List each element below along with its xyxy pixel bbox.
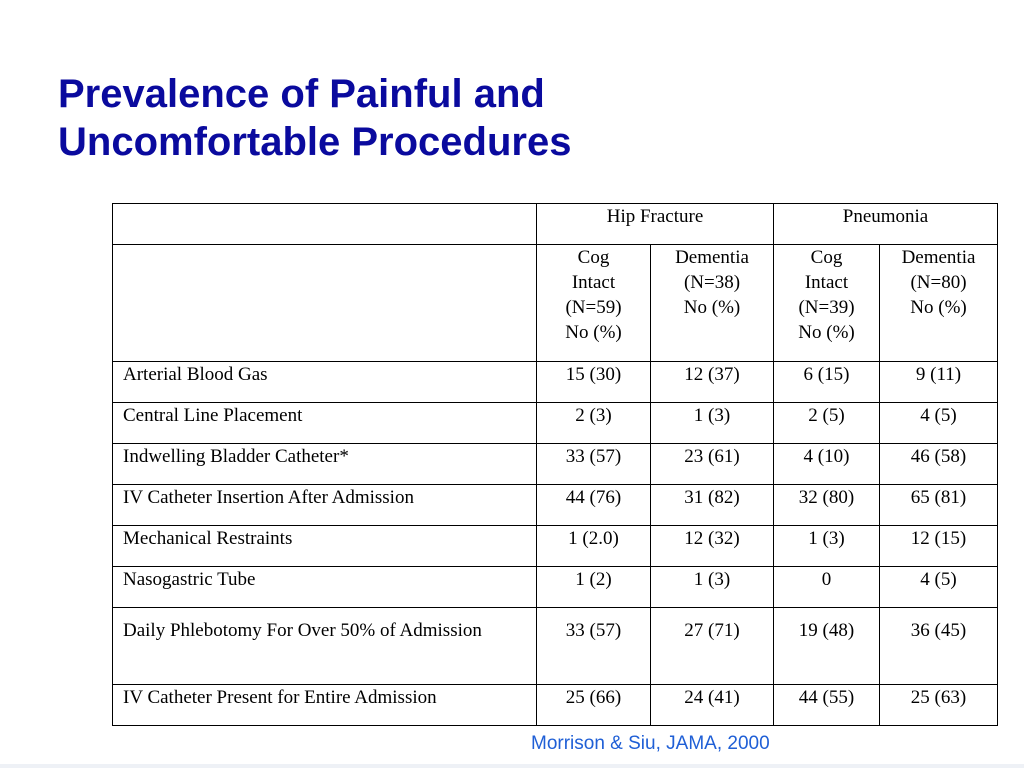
table-cell: 12 (37) [651, 362, 774, 403]
table-cell: 2 (5) [774, 403, 880, 444]
table-cell: 1 (3) [774, 526, 880, 567]
subheader-text-line: No (%) [565, 322, 622, 343]
row-label: Central Line Placement [113, 403, 537, 444]
table-cell: 65 (81) [880, 485, 998, 526]
table-cell: 4 (10) [774, 444, 880, 485]
table-cell: 9 (11) [880, 362, 998, 403]
subheader-text-line: Intact [571, 272, 616, 293]
table-cell: 1 (3) [651, 567, 774, 608]
table-row [113, 608, 998, 685]
citation: Morrison & Siu, JAMA, 2000 [531, 733, 770, 754]
subheader-text-line: Intact [804, 272, 849, 293]
row-label: Mechanical Restraints [113, 526, 537, 567]
table-cell: 12 (15) [880, 526, 998, 567]
subheader-hip-dementia [651, 245, 774, 362]
table-cell: 4 (5) [880, 567, 998, 608]
table-row [113, 685, 998, 726]
table-cell: 33 (57) [537, 608, 651, 685]
row-label: Nasogastric Tube [113, 567, 537, 608]
table-cell: 33 (57) [537, 444, 651, 485]
subheader-text-line: (N=59) [565, 297, 622, 318]
table-cell: 6 (15) [774, 362, 880, 403]
table-cell: 25 (63) [880, 685, 998, 726]
slide-title-line-2: Uncomfortable Procedures [58, 120, 572, 164]
subheader-pneumonia-dementia [880, 245, 998, 362]
table-cell: 27 (71) [651, 608, 774, 685]
subheader-text-line: Dementia [901, 247, 976, 268]
subheader-text-line: (N=80) [910, 272, 967, 293]
slide-title-line-1: Prevalence of Painful and [58, 72, 545, 116]
table-cell: 19 (48) [774, 608, 880, 685]
row-label: IV Catheter Present for Entire Admission [113, 685, 537, 726]
table-cell: 25 (66) [537, 685, 651, 726]
table-cell: 1 (2) [537, 567, 651, 608]
table-row [113, 403, 998, 444]
table-cell: 46 (58) [880, 444, 998, 485]
table-cell: 1 (3) [651, 403, 774, 444]
subheader-text-line: (N=38) [683, 272, 741, 293]
table-row [113, 485, 998, 526]
table-cell: 24 (41) [651, 685, 774, 726]
procedures-table [112, 203, 998, 726]
subheader-text-line: No (%) [683, 297, 741, 318]
row-label: Arterial Blood Gas [113, 362, 537, 403]
table-row [113, 362, 998, 403]
subheader-text-line: Cog [810, 247, 843, 268]
subheader-text-line: Dementia [675, 247, 749, 268]
subheader-corner-cell [113, 245, 537, 362]
subheader-row [113, 245, 998, 362]
subheader-text-line: No (%) [798, 322, 855, 343]
table-cell: 44 (76) [537, 485, 651, 526]
slide-title [58, 70, 571, 166]
subheader-hip-cog-intact [537, 245, 651, 362]
row-label: Daily Phlebotomy For Over 50% of Admission [113, 608, 537, 685]
row-label: Indwelling Bladder Catheter* [113, 444, 537, 485]
table-cell: 2 (3) [537, 403, 651, 444]
subheader-text-line: (N=39) [798, 297, 855, 318]
subheader-text-line: No (%) [910, 297, 967, 318]
table-cell: 0 [774, 567, 880, 608]
table-cell: 44 (55) [774, 685, 880, 726]
row-label: IV Catheter Insertion After Admission [113, 485, 537, 526]
table-cell: 31 (82) [651, 485, 774, 526]
corner-cell [113, 204, 537, 245]
table-cell: 32 (80) [774, 485, 880, 526]
table-cell: 12 (32) [651, 526, 774, 567]
subheader-pneumonia-cog-intact [774, 245, 880, 362]
table-cell: 23 (61) [651, 444, 774, 485]
group-header-pneumonia: Pneumonia [774, 204, 998, 245]
group-header-hip-fracture: Hip Fracture [537, 204, 774, 245]
table-cell: 1 (2.0) [537, 526, 651, 567]
group-header-row [113, 204, 998, 245]
table-cell: 4 (5) [880, 403, 998, 444]
table-row [113, 567, 998, 608]
table-cell: 15 (30) [537, 362, 651, 403]
table-row [113, 526, 998, 567]
table-cell: 36 (45) [880, 608, 998, 685]
table-row [113, 444, 998, 485]
subheader-text-line: Cog [577, 247, 610, 268]
footer-divider [0, 764, 1024, 768]
